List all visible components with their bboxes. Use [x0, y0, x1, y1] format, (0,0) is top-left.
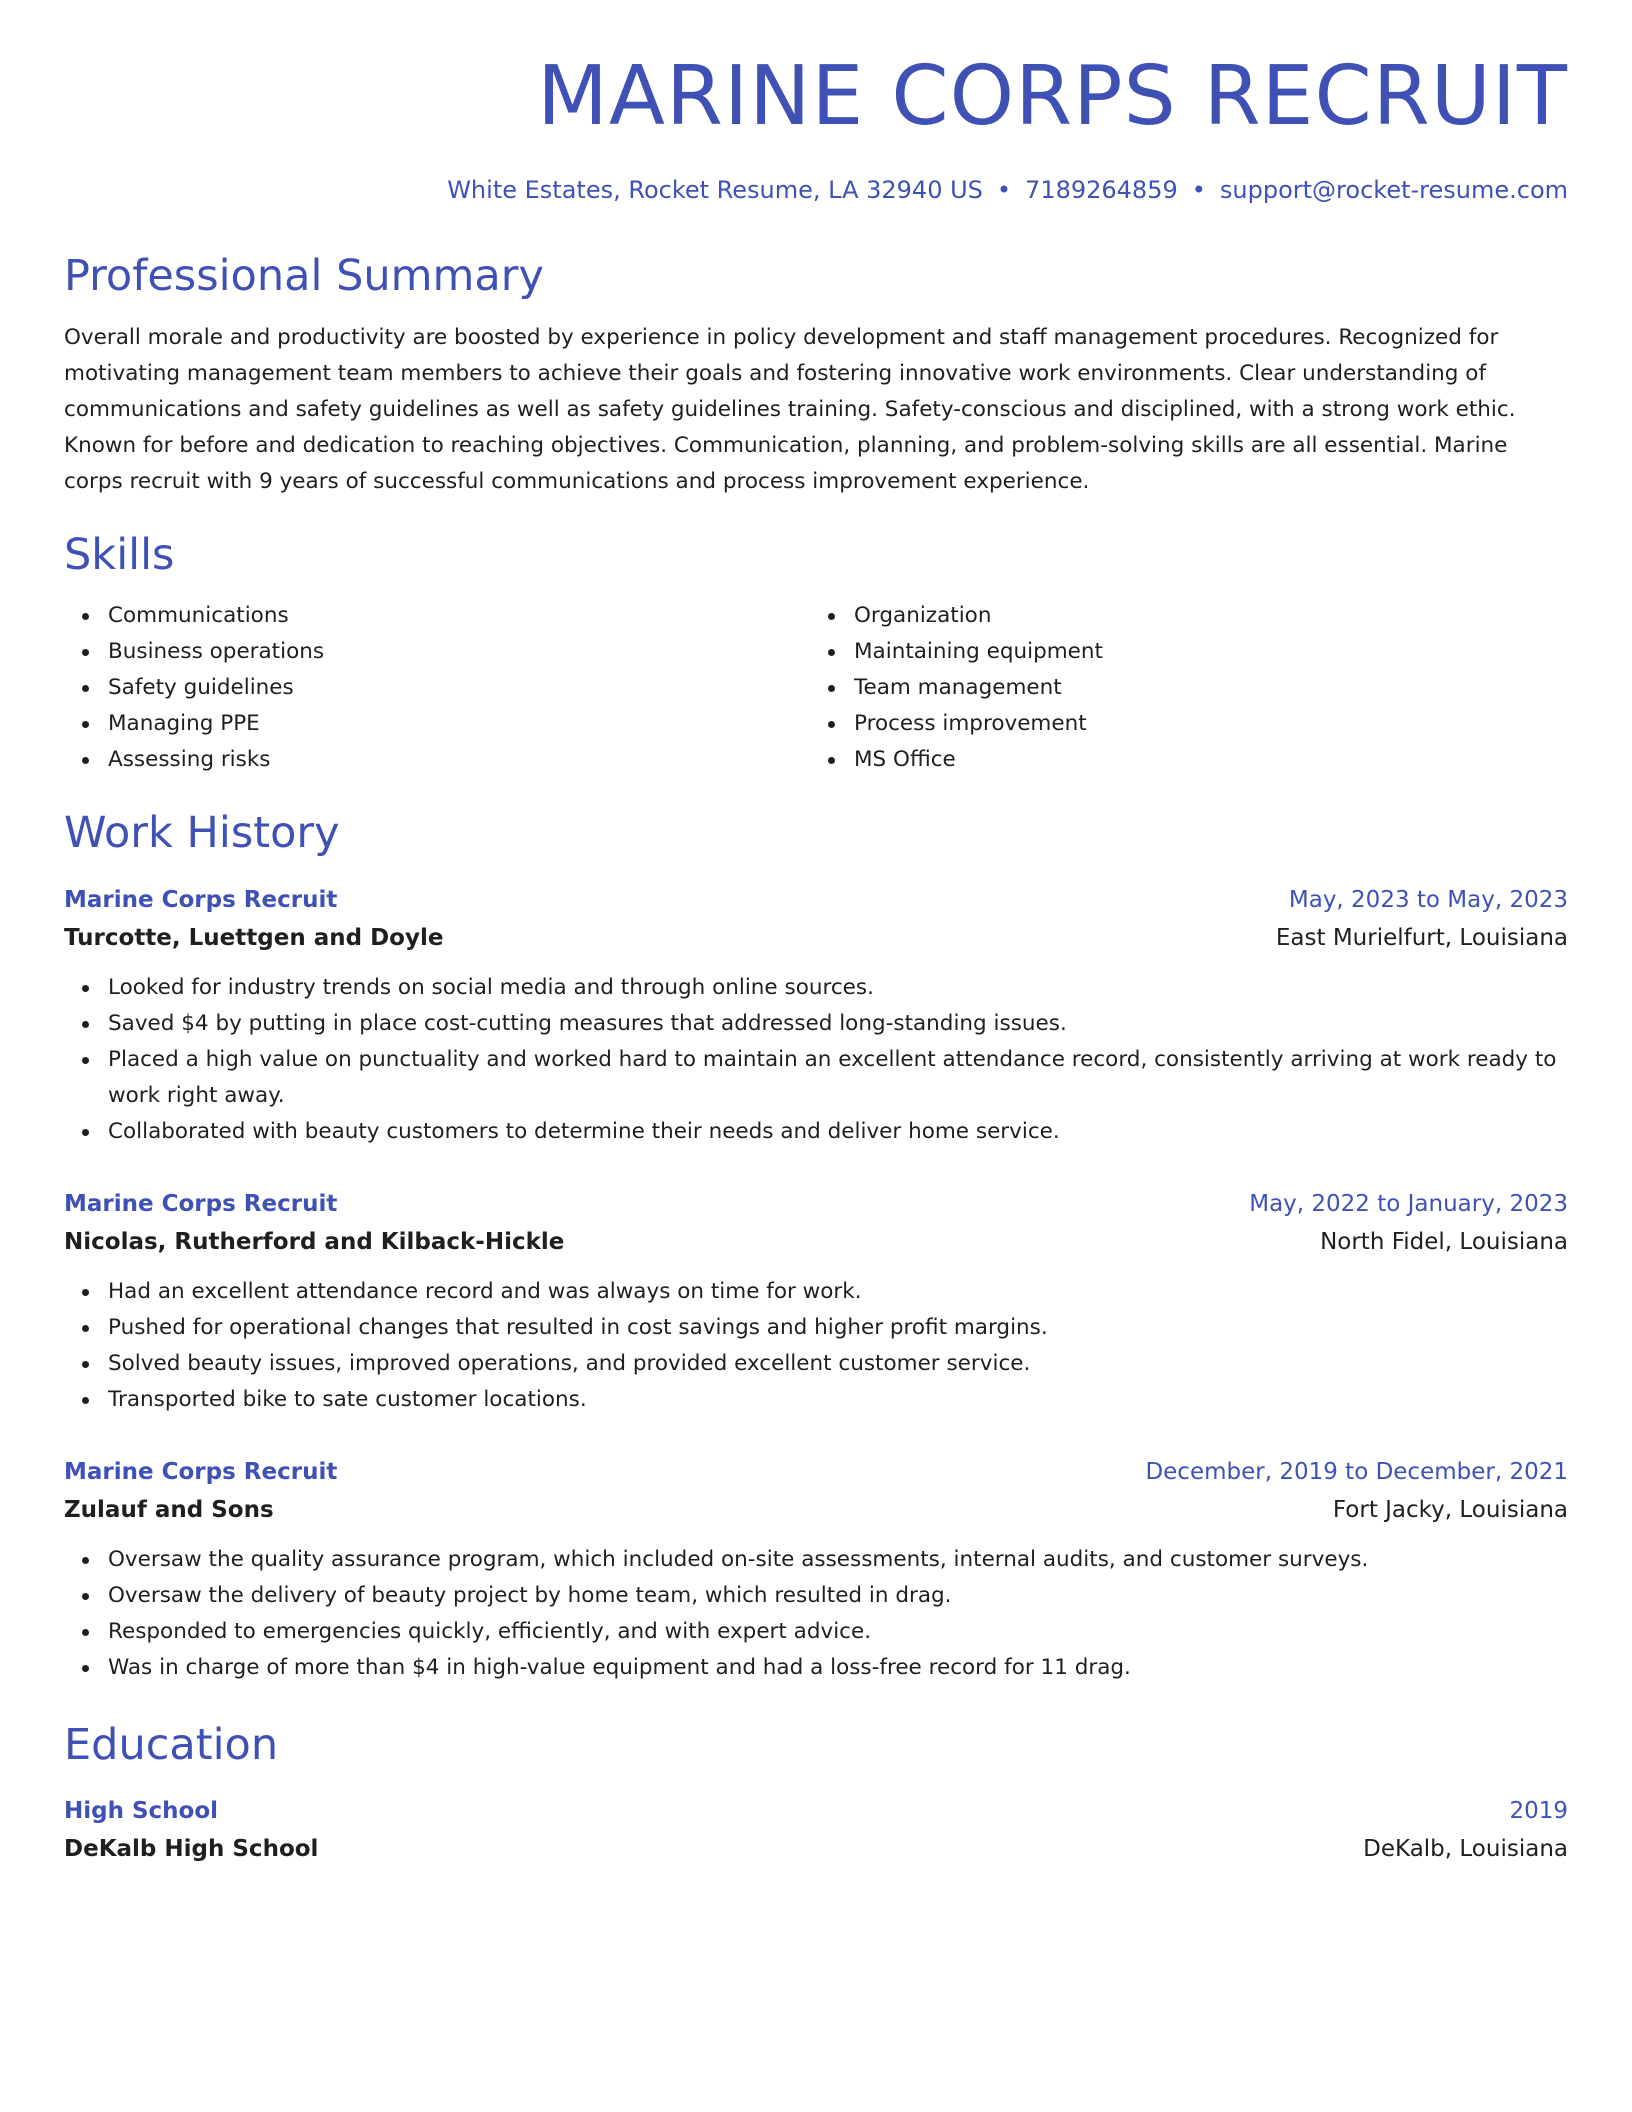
job-entry — [64, 1454, 1568, 1686]
contact-line — [64, 176, 1568, 205]
job-bullet: Placed a high value on punctuality and worked hard to maintain an excellent attendance record, consistently arriving at work ready to work right away. — [108, 1042, 1568, 1114]
education-year: 2019 — [1509, 1798, 1568, 1825]
job-company: Nicolas, Rutherford and Kilback-Hickle — [64, 1228, 565, 1255]
job-title: Marine Corps Recruit — [64, 1458, 338, 1485]
contact-email: support@rocket-resume.com — [1219, 176, 1568, 204]
job-bullets — [64, 970, 1568, 1150]
job-entry — [64, 1186, 1568, 1418]
job-bullet: Saved $4 by putting in place cost-cutting measures that addressed long-standing issues. — [108, 1006, 1568, 1042]
section-title-summary: Professional Summary — [64, 250, 544, 301]
contact-separator: • — [996, 176, 1012, 204]
education-degree: High School — [64, 1798, 219, 1825]
skills-list-right — [816, 598, 1568, 778]
job-header-row — [64, 1186, 1568, 1222]
job-bullet: Pushed for operational changes that resulted in cost savings and higher profit margins. — [108, 1310, 1568, 1346]
job-header-row — [64, 1454, 1568, 1490]
job-title: Marine Corps Recruit — [64, 1190, 338, 1217]
job-company-row — [64, 918, 1568, 958]
skills-column-left — [64, 598, 816, 778]
work-history-section — [64, 808, 1568, 1686]
education-school: DeKalb High School — [64, 1836, 319, 1863]
job-bullet: Was in charge of more than $4 in high-value equipment and had a loss-free record for 11 drag. — [108, 1650, 1568, 1686]
resume-header — [64, 49, 1568, 205]
education-entry — [64, 1793, 1568, 1869]
job-bullet: Had an excellent attendance record and was always on time for work. — [108, 1274, 1568, 1310]
section-title-work-history: Work History — [64, 807, 340, 858]
job-dates: May, 2023 to May, 2023 — [1288, 886, 1568, 913]
skill-item: Business operations — [108, 634, 816, 670]
skill-item: Safety guidelines — [108, 670, 816, 706]
section-title-skills: Skills — [64, 530, 175, 581]
job-company-row — [64, 1222, 1568, 1262]
job-company-row — [64, 1490, 1568, 1530]
job-title: Marine Corps Recruit — [64, 886, 338, 913]
job-location: East Murielfurt, Louisiana — [1275, 924, 1568, 951]
contact-separator: • — [1191, 176, 1206, 204]
education-header-row — [64, 1793, 1568, 1829]
contact-address: White Estates, Rocket Resume, LA 32940 US — [447, 176, 983, 204]
professional-summary-section — [64, 251, 1568, 501]
job-dates: December, 2019 to December, 2021 — [1145, 1458, 1568, 1485]
job-bullet: Oversaw the delivery of beauty project by home team, which resulted in drag. — [108, 1578, 1568, 1614]
skill-item: Organization — [854, 598, 1568, 634]
candidate-name: MARINE CORPS RECRUIT — [537, 49, 1568, 144]
skills-grid — [64, 598, 1568, 778]
skill-item: MS Office — [854, 742, 1568, 778]
section-title-education: Education — [64, 1719, 279, 1770]
skills-column-right — [816, 598, 1568, 778]
skill-item: Team management — [854, 670, 1568, 706]
job-location: Fort Jacky, Louisiana — [1332, 1496, 1568, 1523]
job-bullet: Transported bike to sate customer locations. — [108, 1382, 1568, 1418]
job-company: Zulauf and Sons — [64, 1496, 274, 1523]
job-bullets — [64, 1274, 1568, 1418]
job-bullet: Solved beauty issues, improved operations, and provided excellent customer service. — [108, 1346, 1568, 1382]
job-bullet: Collaborated with beauty customers to determine their needs and deliver home service. — [108, 1114, 1568, 1150]
contact-phone: 7189264859 — [1025, 176, 1178, 204]
job-bullet: Oversaw the quality assurance program, which included on-site assessments, internal audits, and customer surveys. — [108, 1542, 1568, 1578]
job-entry — [64, 882, 1568, 1150]
skill-item: Assessing risks — [108, 742, 816, 778]
job-header-row — [64, 882, 1568, 918]
job-location: North Fidel, Louisiana — [1320, 1228, 1568, 1255]
job-company: Turcotte, Luettgen and Doyle — [64, 924, 444, 951]
skills-list-left — [64, 598, 816, 778]
summary-text: Overall morale and productivity are boosted by experience in policy development and staff management procedures. Recognized for motivating management team members to achieve their goals and fostering innovative work environments. Clear understanding of communications and safety guidelines as well as safety guidelines training. Safety-conscious and disciplined, with a strong work ethic. Known for before and dedication to reaching objectives. Communication, planning, and problem-solving skills are all essential. Marine corps recruit with 9 years of successful communications and process improvement experience. — [64, 325, 1516, 495]
job-bullet: Looked for industry trends on social media and through online sources. — [108, 970, 1568, 1006]
job-dates: May, 2022 to January, 2023 — [1249, 1190, 1568, 1217]
skills-section — [64, 530, 1568, 778]
education-section — [64, 1720, 1568, 1870]
skill-item: Communications — [108, 598, 816, 634]
skill-item: Managing PPE — [108, 706, 816, 742]
education-school-row — [64, 1829, 1568, 1869]
job-bullet: Responded to emergencies quickly, efficiently, and with expert advice. — [108, 1614, 1568, 1650]
skill-item: Maintaining equipment — [854, 634, 1568, 670]
job-bullets — [64, 1542, 1568, 1686]
education-location: DeKalb, Louisiana — [1363, 1836, 1568, 1863]
skill-item: Process improvement — [854, 706, 1568, 742]
